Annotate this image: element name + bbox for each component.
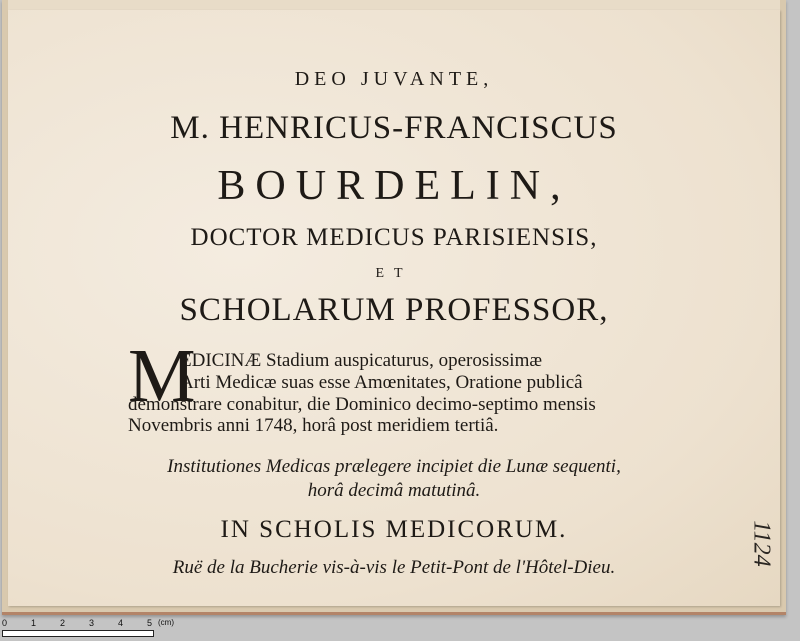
location-address: Ruë de la Bucherie vis-à-vis le Petit-Pont de l'Hôtel-Dieu. [172,557,616,578]
ruler-tick: 4 [118,618,124,628]
institutions-line-2: horâ decimâ matutinâ. [307,480,481,501]
paragraph-line-2: Arti Medicæ suas esse Amœnitates, Oratione publicâ [180,372,583,393]
location-heading: IN SCHOLIS MEDICORUM. [220,516,568,543]
ruler-tick: 5 [147,618,153,628]
handwritten-number: 1124 [748,520,775,567]
ruler-tick: 1 [31,618,37,628]
professor-title: SCHOLARUM PROFESSOR, [179,292,609,328]
document-page [8,10,780,606]
author-title: DOCTOR MEDICUS PARISIENSIS, [190,224,598,251]
paragraph-line-3: demonstrare conabitur, die Dominico decimo-septimo mensis [128,394,596,415]
drop-cap: M [128,334,196,418]
ruler-tick: 0 [2,618,8,628]
institutions-line-1: Institutiones Medicas prælegere incipiet die Lunæ sequenti, [167,456,621,477]
ruler-tick: 2 [60,618,66,628]
author-surname: BOURDELIN, [217,163,571,209]
ruler-unit: (cm) [158,618,174,627]
ruler-bar [2,630,154,637]
paragraph-line-4: Novembris anni 1748, horâ post meridiem tertiâ. [128,415,499,436]
paragraph-line-1: EDICINÆ Stadium auspicaturus, operosissimæ [180,350,543,371]
invocation-line: DEO JUVANTE, [294,68,494,90]
announcement-paragraph [128,334,674,437]
ruler-tick: 3 [89,618,95,628]
author-given-names: M. HENRICUS-FRANCISCUS [170,110,618,146]
conjunction-et: ET [375,266,413,281]
scale-ruler [2,618,172,640]
